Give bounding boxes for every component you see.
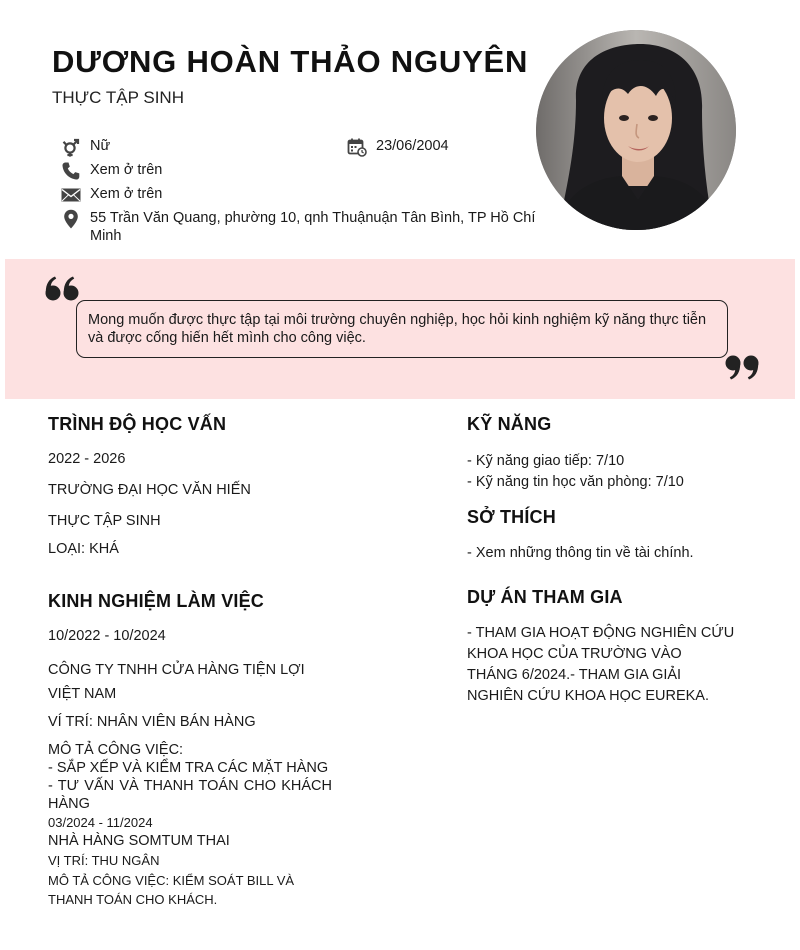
job2-position: VỊ TRÍ: THU NGÂN xyxy=(48,853,160,868)
hobby-item: - Xem những thông tin về tài chính. xyxy=(467,545,694,561)
contact-address xyxy=(60,209,540,245)
experience-title: KINH NGHIỆM LÀM VIỆC xyxy=(48,591,265,611)
email-value: Xem ở trên xyxy=(90,186,163,202)
education-grade: LOẠI: KHÁ xyxy=(48,541,119,557)
contact-email xyxy=(60,185,162,205)
education-school: TRƯỜNG ĐẠI HỌC VĂN HIẾN xyxy=(48,482,251,498)
skill-item: - Kỹ năng giao tiếp: 7/10 xyxy=(467,453,625,469)
birthdate-value: 23/06/2004 xyxy=(376,138,449,154)
contact-birthdate xyxy=(346,137,449,157)
projects-text: - THAM GIA HOẠT ĐỘNG NGHIÊN CỨU KHOA HỌC CỦA TRƯỜNG VÀO THÁNG 6/2024.- THAM GIA GIẢI NGHIÊN CỨU KHOA HỌC EUREKA. xyxy=(467,625,735,704)
job1-desc-item: - SẮP XẾP VÀ KIỂM TRA CÁC MẶT HÀNG xyxy=(48,760,329,776)
avatar-portrait xyxy=(536,30,736,230)
skills-title: KỸ NĂNG xyxy=(467,414,552,434)
contact-phone xyxy=(60,161,162,181)
candidate-role: THỰC TẬP SINH xyxy=(52,88,184,107)
objective-text: Mong muốn được thực tập tại môi trường chuyên nghiệp, học hỏi kinh nghiệm kỹ năng thực tiễn và được cống hiến hết mình cho công việc. xyxy=(76,300,728,358)
address-value: 55 Trần Văn Quang, phường 10, qnh Thuậnuận Tân Bình, TP Hồ Chí Minh xyxy=(90,210,536,244)
job1-company: CÔNG TY TNHH CỬA HÀNG TIỆN LỢI VIỆT NAM xyxy=(48,662,305,702)
location-pin-icon xyxy=(60,209,82,229)
phone-value: Xem ở trên xyxy=(90,162,163,178)
gender-icon xyxy=(60,137,82,157)
contact-gender xyxy=(60,137,110,157)
job1-desc-title: MÔ TẢ CÔNG VIỆC: xyxy=(48,742,184,758)
job2-company: NHÀ HÀNG SOMTUM THAI xyxy=(48,833,230,849)
job2-desc: MÔ TẢ CÔNG VIỆC: KIỂM SOÁT BILL VÀ THANH TOÁN CHO KHÁCH. xyxy=(48,873,295,907)
envelope-icon xyxy=(60,185,82,205)
education-major: THỰC TẬP SINH xyxy=(48,513,161,529)
job2-period: 03/2024 - 11/2024 xyxy=(48,815,153,830)
candidate-name: DƯƠNG HOÀN THẢO NGUYÊN xyxy=(52,44,529,79)
education-period: 2022 - 2026 xyxy=(48,451,126,467)
gender-value: Nữ xyxy=(90,138,111,154)
job1-desc-item: - TƯ VẤN VÀ THANH TOÁN CHO KHÁCH HÀNG xyxy=(48,778,332,812)
quote-close-icon xyxy=(722,352,760,387)
calendar-icon xyxy=(346,137,368,157)
projects-title: DỰ ÁN THAM GIA xyxy=(467,587,623,607)
education-title: TRÌNH ĐỘ HỌC VẤN xyxy=(48,414,227,434)
hobbies-title: SỞ THÍCH xyxy=(467,507,556,527)
avatar xyxy=(536,30,736,230)
job1-period: 10/2022 - 10/2024 xyxy=(48,628,166,644)
phone-icon xyxy=(60,161,82,181)
skill-item: - Kỹ năng tin học văn phòng: 7/10 xyxy=(467,474,684,490)
job1-position: VÍ TRÍ: NHÂN VIÊN BÁN HÀNG xyxy=(48,714,256,730)
